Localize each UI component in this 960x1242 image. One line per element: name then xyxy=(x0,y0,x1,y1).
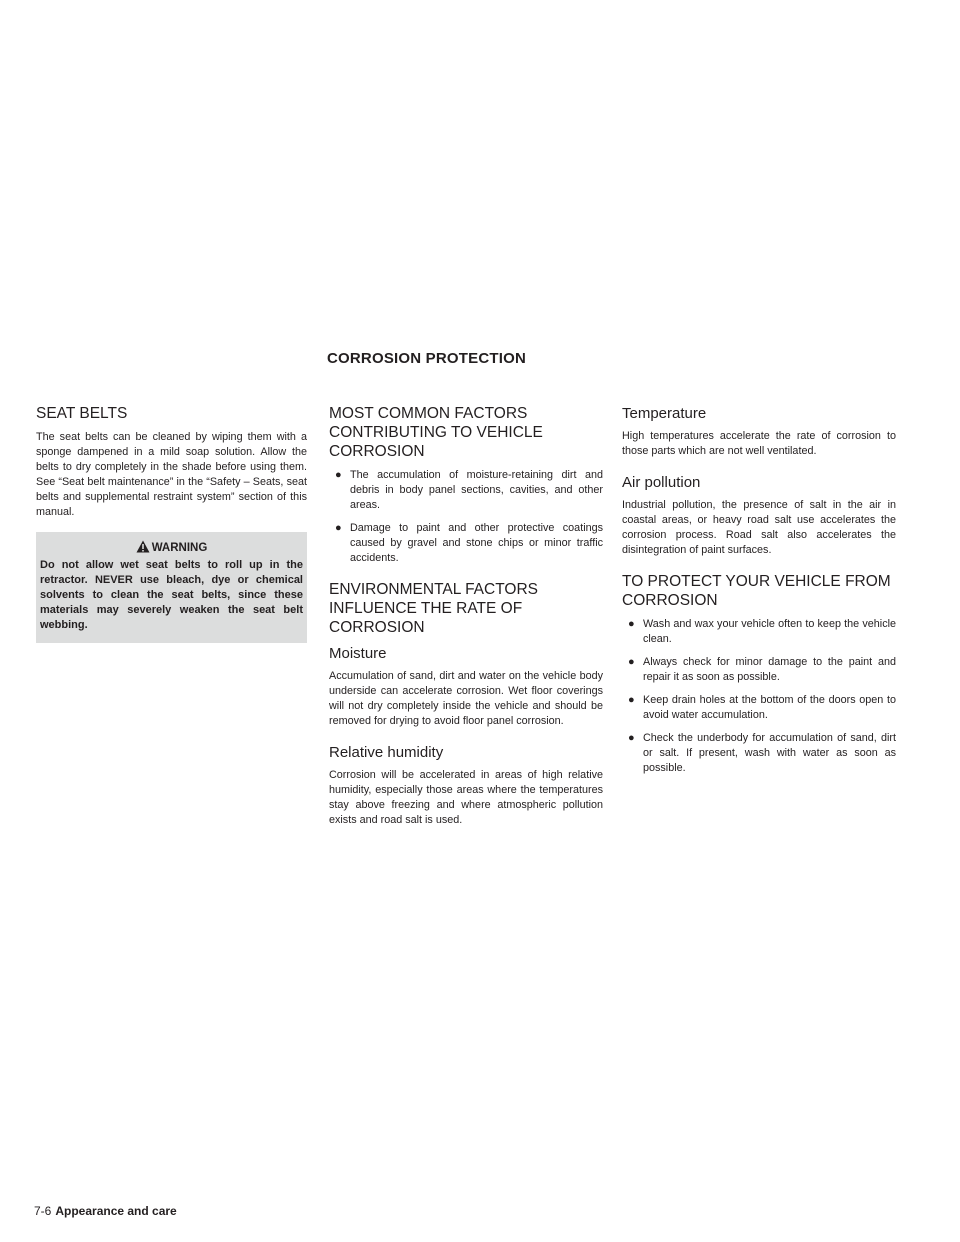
common-factors-list xyxy=(329,468,603,566)
column-protection xyxy=(622,404,896,784)
bullet-icon: ● xyxy=(628,732,635,744)
heading-relative-humidity: Relative humidity xyxy=(329,744,444,761)
heading-protect-vehicle: TO PROTECT YOUR VEHICLE FROM CORROSION xyxy=(622,573,891,609)
chapter-title: Appearance and care xyxy=(55,1204,177,1218)
warning-box xyxy=(36,532,307,643)
paragraph-relative-humidity: Corrosion will be accelerated in areas of high relative humidity, especially those areas where the temperatures stay above freezing and where atmospheric pollution exists and road salt is used. xyxy=(329,769,603,826)
section-title: CORROSION PROTECTION xyxy=(327,350,527,367)
warning-triangle-icon xyxy=(136,540,150,553)
bullet-icon: ● xyxy=(628,694,635,706)
column-factors xyxy=(329,404,603,836)
paragraph-seat-belts: The seat belts can be cleaned by wiping them with a sponge dampened in a mild soap solution. Allow the belts to dry completely in the shade before using them. See “Seat belt maintenance” in the “Safety – Seats, seat belts and supplemental restraint system” section of this manual. xyxy=(36,431,307,518)
list-item: ● Keep drain holes at the bottom of the doors open to avoid water accumulation. xyxy=(628,694,896,721)
page-number: 7-6 xyxy=(34,1204,52,1218)
list-item: ● Always check for minor damage to the paint and repair it as soon as possible. xyxy=(628,656,896,683)
bullet-icon: ● xyxy=(628,618,635,630)
protect-list xyxy=(622,617,896,776)
warning-label: WARNING xyxy=(151,542,208,554)
paragraph-temperature: High temperatures accelerate the rate of corrosion to those parts which are not well ventilated. xyxy=(622,430,896,457)
list-item: ● Check the underbody for accumulation of sand, dirt or salt. If present, wash with water as soon as possible. xyxy=(628,732,896,774)
heading-environmental-factors: ENVIRONMENTAL FACTORS INFLUENCE THE RATE OF CORROSION xyxy=(329,581,538,636)
paragraph-moisture: Accumulation of sand, dirt and water on the vehicle body underside can accelerate corrosion. Wet floor coverings will not dry completely inside the vehicle and should be removed for drying to avoid floor panel corrosion. xyxy=(329,670,603,727)
warning-header xyxy=(40,540,303,556)
heading-moisture: Moisture xyxy=(329,645,387,662)
list-item: ● The accumulation of moisture-retaining dirt and debris in body panel sections, cavities, and other areas. xyxy=(335,469,603,511)
paragraph-air-pollution: Industrial pollution, the presence of salt in the air in coastal areas, or heavy road salt use accelerates the corrosion process. Road salt also accelerates the disintegration of paint surfaces. xyxy=(622,499,896,556)
bullet-icon: ● xyxy=(628,656,635,668)
column-seat-belts xyxy=(36,404,307,643)
bullet-icon: ● xyxy=(335,469,342,481)
heading-seat-belts: SEAT BELTS xyxy=(36,405,128,422)
list-item: ● Wash and wax your vehicle often to keep the vehicle clean. xyxy=(628,618,896,645)
heading-common-factors: MOST COMMON FACTORS CONTRIBUTING TO VEHICLE CORROSION xyxy=(329,405,543,460)
heading-temperature: Temperature xyxy=(622,405,707,422)
heading-air-pollution: Air pollution xyxy=(622,474,701,491)
bullet-icon: ● xyxy=(335,522,342,534)
warning-text: Do not allow wet seat belts to roll up in the retractor. NEVER use bleach, dye or chemical solvents to clean the seat belts, since these materials may severely weaken the seat belt webbing. xyxy=(40,559,303,631)
page-footer xyxy=(34,1204,177,1218)
list-item: ● Damage to paint and other protective coatings caused by gravel and stone chips or minor traffic accidents. xyxy=(335,522,603,564)
